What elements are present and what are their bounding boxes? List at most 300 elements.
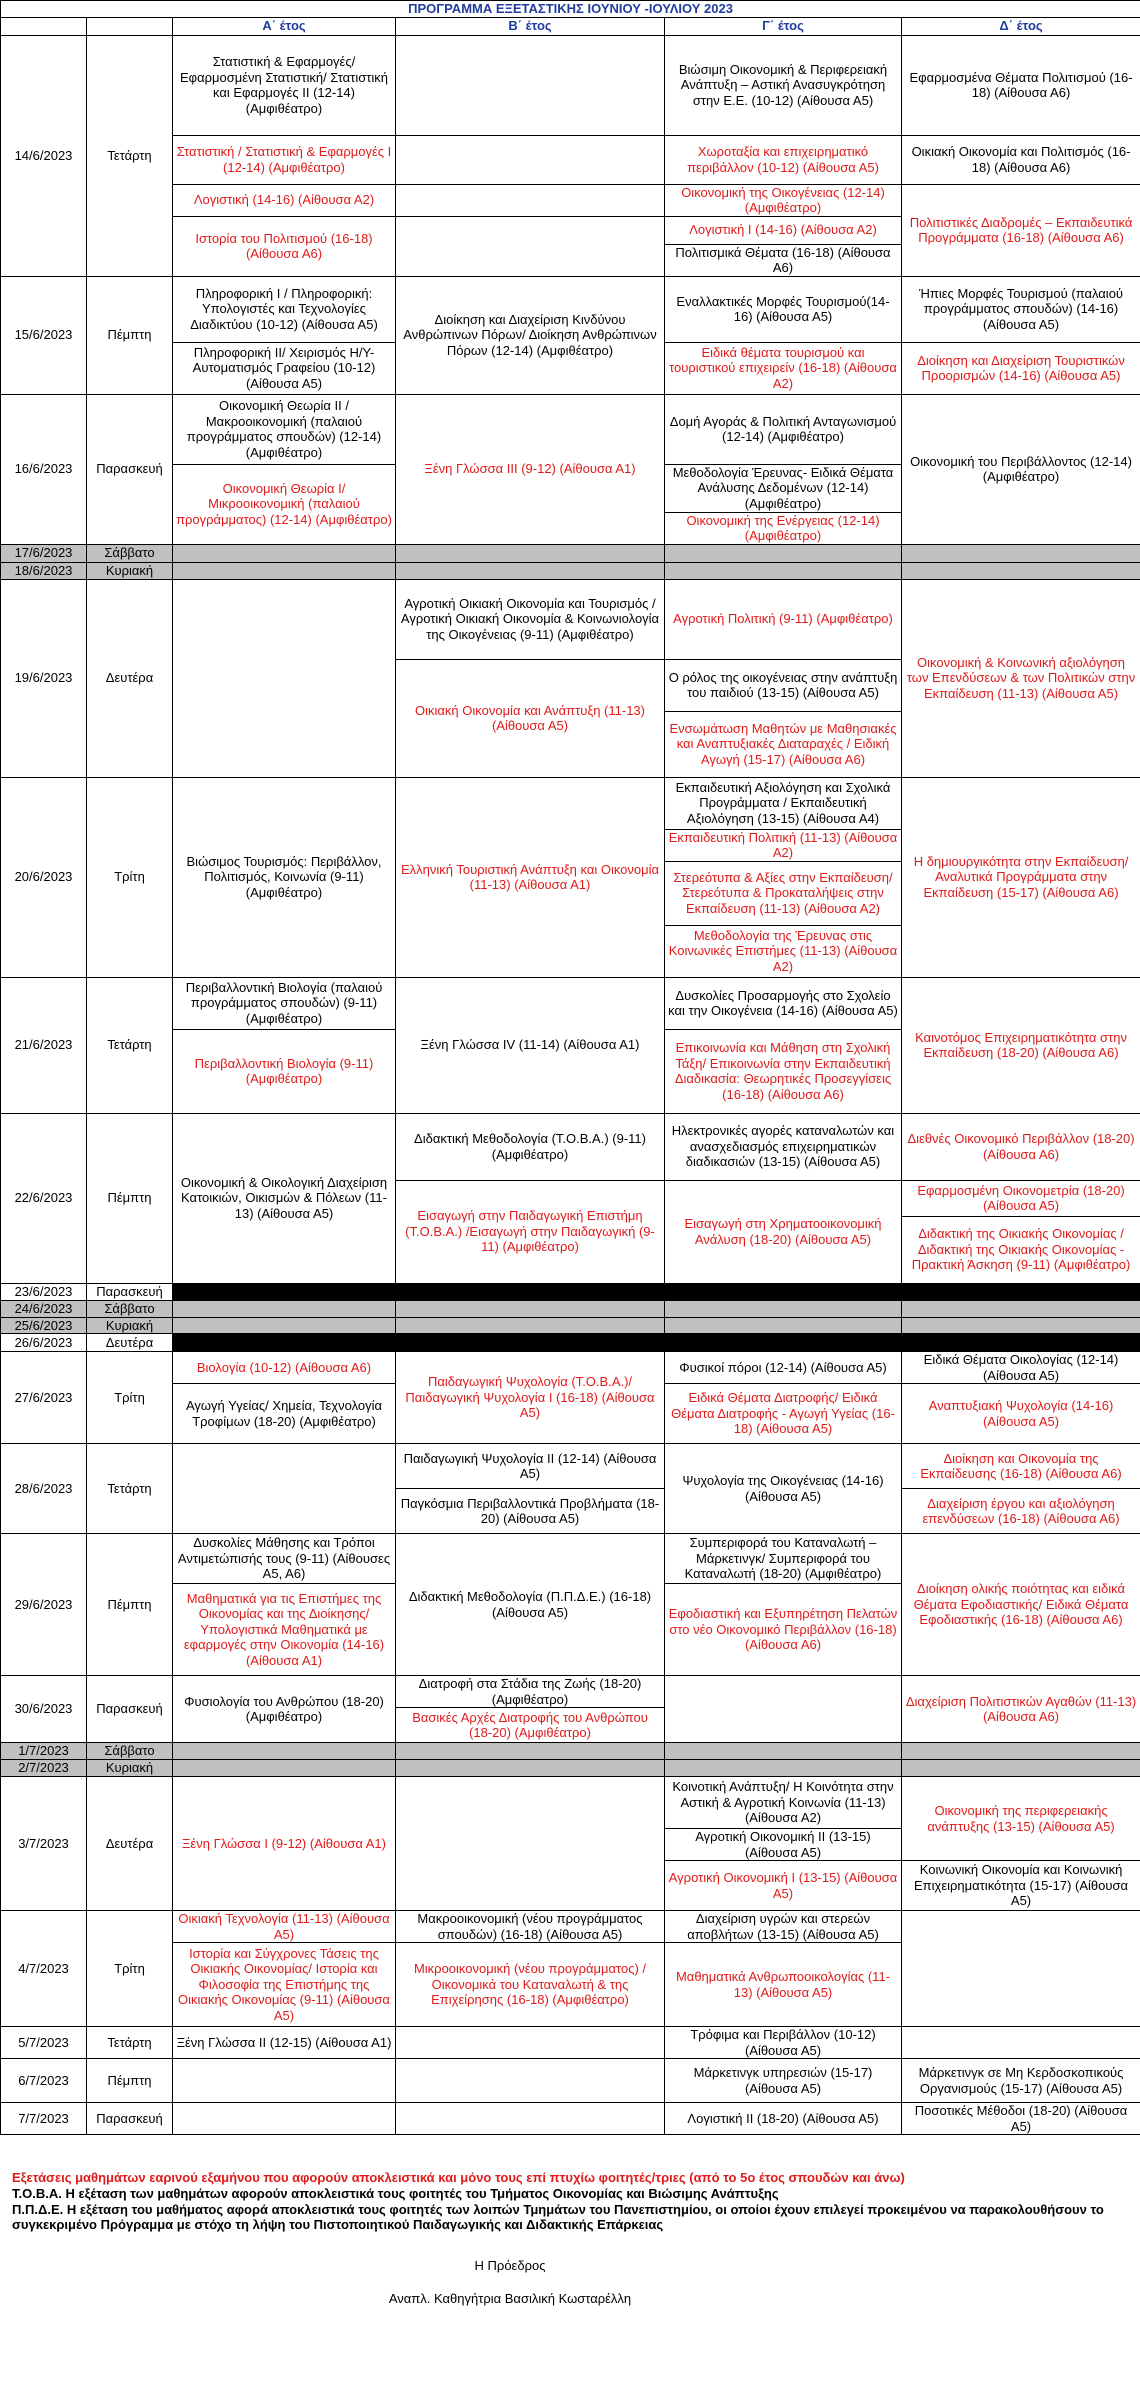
date-cell: 27/6/2023 — [1, 1352, 87, 1444]
exam-cell-year-b — [396, 1911, 665, 1943]
exam-cell-year-d — [902, 1861, 1140, 1911]
exam-cell-year-c — [665, 977, 902, 1029]
exam-course-text: Εφοδιαστική και Εξυπηρέτηση Πελατών στο νέο Οικονομικό Περιβάλλον (16-18) (Αίθουσα Α6) — [668, 1606, 898, 1653]
weekday-cell: Παρασκευή — [87, 2103, 173, 2135]
date-cell: 26/6/2023 — [1, 1334, 87, 1352]
weekday-cell: Τετάρτη — [87, 2027, 173, 2059]
empty-cell — [902, 1743, 1140, 1760]
exam-cell-year-c — [665, 2027, 902, 2059]
exam-cell-year-b — [396, 1444, 665, 1489]
exam-cell-year-a — [173, 1384, 396, 1444]
exam-course-text: Αγροτική Οικονομική Ι (13-15) (Αίθουσα Α5) — [668, 1870, 898, 1901]
no-exam-row — [1, 1334, 1140, 1352]
exam-course-text: Κοινοτική Ανάπτυξη/ Η Κοινότητα στην Αστική & Αγροτική Κοινωνία (11-13) (Αίθουσα Α2) — [672, 1779, 894, 1826]
exam-course-text: Αναπτυξιακή Ψυχολογία (14-16) (Αίθουσα Α5) — [928, 1398, 1114, 1429]
date-cell: 16/6/2023 — [1, 394, 87, 544]
exam-course-text: Μεθοδολογία Έρευνας- Ειδικά Θέματα Ανάλυσης Δεδομένων (12-14) (Αμφιθέατρο) — [672, 464, 894, 511]
exam-cell-year-d — [902, 1216, 1140, 1283]
empty-cell — [173, 1283, 396, 1300]
exam-course-text: Συμπεριφορά του Καταναλωτή – Μάρκετινγκ/ Συμπεριφορά του Καταναλωτή (18-20) (Αμφιθέατρο) — [684, 1535, 882, 1582]
weekday-cell: Σάββατο — [87, 1743, 173, 1760]
exam-cell-year-c — [665, 216, 902, 244]
exam-cell-year-a — [173, 1943, 396, 2027]
exam-cell-year-a — [173, 184, 396, 216]
exam-course-text: Μακροοικονομική (νέου προγράμματος σπουδών) (16-18) (Αίθουσα Α5) — [417, 1911, 643, 1942]
exam-cell-year-d — [902, 1777, 1140, 1861]
exam-row — [1, 579, 1140, 659]
date-cell: 29/6/2023 — [1, 1534, 87, 1676]
empty-cell — [173, 562, 396, 579]
exam-cell-year-c — [665, 35, 902, 135]
exam-cell-year-a — [173, 2059, 396, 2103]
footer-note-graduating: Εξετάσεις μαθημάτων εαρινού εξαμήνου που αφορούν αποκλειστικά και μόνο τους επί πτυχίω φοιτητές/τριες (από το 5ο έτος σπουδών και άνω) — [12, 2170, 905, 2185]
exam-course-text: Διατροφή στα Στάδια της Ζωής (18-20) (Αμφιθέατρο) — [418, 1676, 642, 1707]
exam-cell-year-c — [665, 394, 902, 464]
weekday-cell: Παρασκευή — [87, 394, 173, 544]
exam-course-text: Οικιακή Οικονομία και Ανάπτυξη (11-13) (Αίθουσα Α5) — [415, 702, 645, 733]
exam-course-text: Διαχείριση υγρών και στερεών αποβλήτων (13-15) (Αίθουσα Α5) — [687, 1911, 879, 1942]
exam-cell-year-a — [173, 1534, 396, 1584]
exam-row — [1, 1534, 1140, 1584]
exam-course-text: Στερεότυπα & Αξίες στην Εκπαίδευση/ Στερεότυπα & Προκαταλήψεις στην Εκπαίδευση (11-13) (Αίθουσα Α2) — [673, 869, 893, 916]
exam-cell-year-c — [665, 1384, 902, 1444]
exam-course-text: Δομή Αγοράς & Πολιτική Ανταγωνισμού (12-14) (Αμφιθέατρο) — [669, 413, 897, 444]
weekday-cell: Τρίτη — [87, 1911, 173, 2027]
exam-course-text: Παιδαγωγική Ψυχολογία (Τ.Ο.Β.Α.)/ Παιδαγωγική Ψυχολογία Ι (16-18) (Αίθουσα Α5) — [405, 1374, 655, 1421]
exam-cell-year-c — [665, 1676, 902, 1743]
exam-cell-year-b — [396, 1676, 665, 1708]
date-cell: 17/6/2023 — [1, 544, 87, 562]
empty-cell — [396, 1283, 665, 1300]
exam-cell-year-a — [173, 1911, 396, 1943]
schedule-title: ΠΡΟΓΡΑΜΜΑ ΕΞΕΤΑΣΤΙΚΗΣ ΙΟΥΝΙΟΥ -ΙΟΥΛΙΟΥ 2023 — [1, 1, 1140, 18]
empty-cell — [902, 1317, 1140, 1334]
exam-cell-year-c — [665, 184, 902, 216]
weekend-row — [1, 1317, 1140, 1334]
exam-row — [1, 2103, 1140, 2135]
exam-cell-year-c — [665, 464, 902, 512]
exam-course-text: Εκπαιδευτική Πολιτική (11-13) (Αίθουσα Α2) — [668, 829, 898, 860]
exam-cell-year-d — [902, 1534, 1140, 1676]
weekday-cell: Κυριακή — [87, 562, 173, 579]
exam-course-text: Οικονομική Θεωρία ΙΙ /Μακροοικονομική (παλαιού προγράμματος σπουδών) (12-14) (Αμφιθέατρο) — [186, 398, 382, 460]
date-cell: 20/6/2023 — [1, 777, 87, 977]
exam-course-text: Οικονομική της περιφερειακής ανάπτυξης (13-15) (Αίθουσα Α5) — [927, 1803, 1115, 1834]
header-day — [87, 17, 173, 35]
no-exam-row — [1, 1283, 1140, 1300]
exam-course-text: Αγωγή Υγείας/ Χημεία, Τεχνολογία Τροφίμων (18-20) (Αμφιθέατρο) — [185, 1398, 383, 1429]
weekday-cell: Τρίτη — [87, 1352, 173, 1444]
empty-cell — [902, 1300, 1140, 1317]
exam-course-text: Οικονομική & Οικολογική Διαχείριση Κατοικιών, Οικισμών & Πόλεων (11-13) (Αίθουσα Α5) — [180, 1174, 388, 1221]
empty-cell — [173, 1743, 396, 1760]
weekday-cell: Κυριακή — [87, 1760, 173, 1777]
exam-course-text: Μαθηματικά Ανθρωποοικολογίας (11-13) (Αίθουσα Α5) — [675, 1969, 891, 2000]
exam-cell-year-c — [665, 1911, 902, 1943]
exam-cell-year-c — [665, 829, 902, 861]
header-year-b: Β΄ έτος — [396, 17, 665, 35]
date-cell: 2/7/2023 — [1, 1760, 87, 1777]
exam-cell-year-b — [396, 184, 665, 216]
exam-cell-year-b — [396, 35, 665, 135]
exam-course-text: Πληροφορική ΙΙ/ Χειρισμός Η/Υ-Αυτοματισμός Γραφείου (10-12) (Αίθουσα Α5) — [192, 344, 376, 391]
empty-cell — [665, 1317, 902, 1334]
exam-cell-year-d — [902, 276, 1140, 342]
weekend-row — [1, 1300, 1140, 1317]
weekday-cell: Δευτέρα — [87, 1334, 173, 1352]
empty-cell — [665, 1283, 902, 1300]
exam-cell-year-a — [173, 1444, 396, 1534]
exam-course-text: Διαχείριση Πολιτιστικών Αγαθών (11-13) (Αίθουσα Α6) — [905, 1693, 1137, 1724]
exam-cell-year-b — [396, 276, 665, 394]
exam-cell-year-a — [173, 35, 396, 135]
exam-cell-year-b — [396, 216, 665, 276]
exam-course-text: Οικονομική & Κοινωνική αξιολόγηση των Επενδύσεων & των Πολιτικών στην Εκπαίδευση (11-13) (Αίθουσα Α5) — [906, 654, 1136, 701]
exam-course-text: Διεθνές Οικονομικό Περιβάλλον (18-20) (Αίθουσα Α6) — [907, 1131, 1135, 1162]
weekend-row — [1, 1743, 1140, 1760]
exam-course-text: Μάρκετινγκ υπηρεσιών (15-17) (Αίθουσα Α5) — [693, 2065, 873, 2096]
exam-cell-year-a — [173, 464, 396, 544]
exam-cell-year-c — [665, 711, 902, 777]
exam-cell-year-d — [902, 1113, 1140, 1180]
empty-cell — [396, 1760, 665, 1777]
exam-course-text: Ιστορία και Σύγχρονες Τάσεις της Οικιακής Οικονομίας/ Ιστορία και Φιλοσοφία της Επιστήμης της Οικιακής Οικονομίας (9-11) (Αίθουσα Α5) — [178, 1945, 390, 2023]
exam-cell-year-d — [902, 1384, 1140, 1444]
empty-cell — [665, 544, 902, 562]
weekday-cell: Πέμπτη — [87, 1534, 173, 1676]
exam-cell-year-a — [173, 394, 396, 464]
exam-course-text: Βιώσιμη Οικονομική & Περιφερειακή Ανάπτυξη – Αστική Ανασυγκρότηση στην Ε.Ε. (10-12) (Αίθουσα Α5) — [678, 61, 888, 108]
exam-cell-year-d — [902, 2027, 1140, 2059]
exam-cell-year-c — [665, 861, 902, 925]
exam-cell-year-d — [902, 35, 1140, 135]
exam-cell-year-b — [396, 977, 665, 1113]
header-year-d: Δ΄ έτος — [902, 17, 1140, 35]
exam-course-text: Περιβαλλοντική Βιολογία (παλαιού προγράμματος σπουδών) (9-11) (Αμφιθέατρο) — [185, 979, 383, 1026]
weekday-cell: Πέμπτη — [87, 1113, 173, 1283]
exam-cell-year-a — [173, 1584, 396, 1676]
exam-cell-year-a — [173, 342, 396, 394]
exam-cell-year-d — [902, 1676, 1140, 1743]
weekend-row — [1, 1760, 1140, 1777]
exam-cell-year-d — [902, 1911, 1140, 2027]
footer-note-toba: Τ.Ο.Β.Α. Η εξέταση των μαθημάτων αφορούν αποκλειστικά τους φοιτητές του Τμήματος Οικονομίας και Βιώσιμης Ανάπτυξης — [12, 2186, 779, 2201]
president-name: Αναπλ. Καθηγήτρια Βασιλική Κωσταρέλλη — [388, 2291, 632, 2306]
weekend-row — [1, 544, 1140, 562]
weekend-row — [1, 562, 1140, 579]
header-date — [1, 17, 87, 35]
exam-course-text: Δυσκολίες Προσαρμογής στο Σχολείο και την Οικογένεια (14-16) (Αίθουσα Α5) — [668, 987, 898, 1018]
exam-cell-year-a — [173, 1676, 396, 1743]
exam-cell-year-d — [902, 777, 1140, 977]
exam-cell-year-a — [173, 276, 396, 342]
exam-course-text: Ξένη Γλώσσα ΙΙΙ (9-12) (Αίθουσα Α1) — [424, 461, 636, 477]
empty-cell — [396, 1300, 665, 1317]
exam-course-text: Εκπαιδευτική Αξιολόγηση και Σχολικά Προγράμματα / Εκπαιδευτική Αξιολόγηση (13-15) (Αίθουσα Α4) — [675, 779, 891, 826]
exam-course-text: Διδακτική Μεθοδολογία (Π.Π.Δ.Ε.) (16-18) (Αίθουσα Α5) — [408, 1589, 652, 1620]
exam-course-text: Πολιτιστικές Διαδρομές – Εκπαιδευτικά Προγράμματα (16-18) (Αίθουσα Α6) — [909, 214, 1133, 245]
exam-cell-year-a — [173, 777, 396, 977]
exam-course-text: Ειδικά Θέματα Διατροφής/ Ειδικά Θέματα Διατροφής - Αγωγή Υγείας (16-18) (Αίθουσα Α5) — [671, 1390, 895, 1437]
exam-cell-year-b — [396, 1113, 665, 1180]
exam-cell-year-c — [665, 1113, 902, 1180]
exam-cell-year-c — [665, 276, 902, 342]
exam-cell-year-a — [173, 977, 396, 1029]
exam-cell-year-a — [173, 1777, 396, 1911]
exam-course-text: Ο ρόλος της οικογένειας στην ανάπτυξη του παιδιού (13-15) (Αίθουσα Α5) — [668, 669, 898, 700]
exam-cell-year-b — [396, 1943, 665, 2027]
date-cell: 15/6/2023 — [1, 276, 87, 394]
exam-course-text: Στατιστική & Εφαρμογές/ Εφαρμοσμένη Στατιστική/ Στατιστική και Εφαρμογές ΙΙ (12-14) (Αμφιθέατρο) — [180, 54, 388, 116]
exam-course-text: Ξένη Γλώσσα ΙΙ (12-15) (Αίθουσα Α1) — [176, 2034, 392, 2050]
exam-course-text: Φυσιολογία του Ανθρώπου (18-20) (Αμφιθέατρο) — [184, 1693, 384, 1724]
exam-row — [1, 1676, 1140, 1708]
date-cell: 6/7/2023 — [1, 2059, 87, 2103]
exam-course-text: Στατιστική / Στατιστική & Εφαρμογές Ι (12-14) (Αμφιθέατρο) — [176, 144, 392, 175]
exam-row — [1, 35, 1140, 135]
weekday-cell: Τετάρτη — [87, 1444, 173, 1534]
exam-cell-year-c — [665, 1352, 902, 1384]
exam-cell-year-b — [396, 659, 665, 777]
exam-cell-year-d — [902, 579, 1140, 777]
exam-cell-year-c — [665, 2059, 902, 2103]
weekday-cell: Δευτέρα — [87, 1777, 173, 1911]
president-label: Η Πρόεδρος — [474, 2258, 546, 2273]
exam-cell-year-a — [173, 1352, 396, 1384]
exam-cell-year-b — [396, 1708, 665, 1743]
exam-cell-year-c — [665, 512, 902, 544]
exam-cell-year-d — [902, 184, 1140, 276]
date-cell: 30/6/2023 — [1, 1676, 87, 1743]
exam-cell-year-d — [902, 342, 1140, 394]
exam-course-text: Ιστορία του Πολιτισμού (16-18) (Αίθουσα Α6) — [195, 230, 373, 261]
exam-cell-year-c — [665, 1777, 902, 1829]
header-row — [1, 17, 1140, 35]
exam-course-text: Καινοτόμος Επιχειρηματικότητα στην Εκπαίδευση (18-20) (Αίθουσα Α6) — [915, 1029, 1127, 1060]
weekday-cell: Πέμπτη — [87, 2059, 173, 2103]
empty-cell — [902, 1334, 1140, 1352]
exam-cell-year-a — [173, 579, 396, 777]
empty-cell — [173, 1300, 396, 1317]
exam-course-text: Ειδικά Θέματα Οικολογίας (12-14) (Αίθουσα Α5) — [923, 1352, 1119, 1383]
date-cell: 23/6/2023 — [1, 1283, 87, 1300]
exam-course-text: Ειδικά θέματα τουρισμού και τουριστικού επιχειρείν (16-18) (Αίθουσα Α2) — [669, 344, 897, 391]
exam-course-text: Εισαγωγή στην Παιδαγωγική Επιστήμη (Τ.Ο.Β.Α.) /Εισαγωγή στην Παιδαγωγική (9-11) (Αμφιθέατρο) — [405, 1208, 655, 1255]
exam-row — [1, 2059, 1140, 2103]
exam-course-text: Τρόφιμα και Περιβάλλον (10-12) (Αίθουσα Α5) — [690, 2027, 876, 2058]
exam-course-text: Βασικές Αρχές Διατροφής του Ανθρώπου (18-20) (Αμφιθέατρο) — [412, 1709, 648, 1740]
exam-course-text: Οικονομική του Περιβάλλοντος (12-14) (Αμφιθέατρο) — [910, 453, 1132, 484]
date-cell: 1/7/2023 — [1, 1743, 87, 1760]
exam-cell-year-c — [665, 925, 902, 977]
exam-cell-year-c — [665, 342, 902, 394]
empty-cell — [173, 544, 396, 562]
exam-course-text: Διοίκηση και Διαχείριση Κινδύνου Ανθρώπινων Πόρων/ Διοίκηση Ανθρώπινων Πόρων (12-14) (Αμφιθέατρο) — [403, 311, 657, 358]
exam-cell-year-c — [665, 2103, 902, 2135]
exam-cell-year-b — [396, 1534, 665, 1676]
exam-cell-year-a — [173, 1113, 396, 1283]
exam-cell-year-b — [396, 1352, 665, 1444]
empty-cell — [396, 544, 665, 562]
exam-cell-year-c — [665, 1829, 902, 1861]
date-cell: 7/7/2023 — [1, 2103, 87, 2135]
empty-cell — [665, 1334, 902, 1352]
exam-course-text: Βιώσιμος Τουρισμός: Περιβάλλον, Πολιτισμός, Κοινωνία (9-11) (Αμφιθέατρο) — [186, 853, 382, 900]
exam-cell-year-b — [396, 1777, 665, 1911]
empty-cell — [396, 1334, 665, 1352]
exam-course-text: Παιδαγωγική Ψυχολογία ΙΙ (12-14) (Αίθουσα Α5) — [403, 1450, 657, 1481]
exam-course-text: Δυσκολίες Μάθησης και Τρόποι Αντιμετώπισής τους (9-11) (Αίθουσες Α5, Α6) — [177, 1535, 391, 1582]
exam-cell-year-b — [396, 1180, 665, 1283]
exam-course-text: Διδακτική Μεθοδολογία (Τ.Ο.Β.Α.) (9-11) (Αμφιθέατρο) — [414, 1131, 646, 1162]
exam-course-text: Ενσωμάτωση Μαθητών με Μαθησιακές και Αναπτυξιακές Διαταραχές / Ειδική Αγωγή (15-17) (Αίθουσα Α6) — [669, 720, 897, 767]
exam-course-text: Λογιστική ΙΙ (18-20) (Αίθουσα Α5) — [687, 2110, 879, 2126]
exam-course-text: Περιβαλλοντική Βιολογία (9-11) (Αμφιθέατρο) — [194, 1055, 374, 1086]
empty-cell — [173, 1760, 396, 1777]
empty-cell — [396, 1317, 665, 1334]
empty-cell — [665, 1743, 902, 1760]
exam-course-text: Ξένη Γλώσσα Ι (9-12) (Αίθουσα Α1) — [181, 1835, 386, 1851]
empty-cell — [902, 1760, 1140, 1777]
exam-cell-year-c — [665, 1943, 902, 2027]
exam-course-text: Μάρκετινγκ σε Μη Κερδοσκοπικούς Οργανισμούς (15-17) (Αίθουσα Α5) — [918, 2065, 1124, 2096]
exam-row — [1, 276, 1140, 342]
exam-course-text: Ηλεκτρονικές αγορές καταναλωτών και ανασχεδιασμός επιχειρηματικών διαδικασιών (13-15) (Αίθουσα Α5) — [671, 1123, 895, 1170]
exam-course-text: Οικιακή Οικονομία και Πολιτισμός (16-18) (Αίθουσα Α6) — [911, 144, 1131, 175]
weekday-cell: Σάββατο — [87, 1300, 173, 1317]
exam-course-text: Πολιτισμικά Θέματα (16-18) (Αίθουσα Α6) — [675, 244, 891, 275]
exam-course-text: Εισαγωγή στη Χρηματοοικονομική Ανάλυση (18-20) (Αίθουσα Α5) — [684, 1216, 882, 1247]
exam-row — [1, 1911, 1140, 1943]
date-cell: 4/7/2023 — [1, 1911, 87, 2027]
empty-cell — [665, 1760, 902, 1777]
exam-cell-year-c — [665, 244, 902, 276]
exam-cell-year-d — [902, 1489, 1140, 1534]
exam-course-text: Βιολογία (10-12) (Αίθουσα Α6) — [196, 1359, 372, 1375]
exam-cell-year-d — [902, 394, 1140, 544]
empty-cell — [902, 544, 1140, 562]
exam-course-text: Διδακτική της Οικιακής Οικονομίας / Διδακτική της Οικιακής Οικονομίας - Πρακτική Άσκηση (9-11) (Αμφιθέατρο) — [911, 1226, 1131, 1273]
weekday-cell: Τετάρτη — [87, 35, 173, 276]
exam-course-text: Οικονομική της Ενέργειας (12-14) (Αμφιθέατρο) — [686, 512, 880, 543]
exam-cell-year-a — [173, 135, 396, 184]
date-cell: 3/7/2023 — [1, 1777, 87, 1911]
empty-cell — [396, 562, 665, 579]
exam-cell-year-b — [396, 135, 665, 184]
exam-course-text: Ήπιες Μορφές Τουρισμού (παλαιού προγράμματος σπουδών) (14-16) (Αίθουσα Α5) — [919, 285, 1124, 332]
exam-course-text: Πληροφορική Ι / Πληροφορική: Υπολογιστές και Τεχνολογίες Διαδικτύου (10-12) (Αίθουσα Α5) — [190, 285, 378, 332]
exam-course-text: Κοινωνική Οικονομία και Κοινωνική Επιχειρηματικότητα (15-17) (Αίθουσα Α5) — [914, 1862, 1129, 1909]
date-cell: 18/6/2023 — [1, 562, 87, 579]
exam-row — [1, 1777, 1140, 1829]
exam-cell-year-a — [173, 2027, 396, 2059]
date-cell: 24/6/2023 — [1, 1300, 87, 1317]
exam-course-text: Λογιστική Ι (14-16) (Αίθουσα Α2) — [689, 222, 877, 238]
exam-course-text: Λογιστική (14-16) (Αίθουσα Α2) — [193, 192, 375, 208]
weekday-cell: Παρασκευή — [87, 1283, 173, 1300]
exam-course-text: Διοίκηση ολικής ποιότητας και ειδικά Θέματα Εφοδιαστικής/ Ειδικά Θέματα Εφοδιαστικής (16-18) (Αίθουσα Α6) — [913, 1581, 1129, 1628]
exam-course-text: Αγροτική Οικιακή Οικονομία και Τουρισμός / Αγροτική Οικιακή Οικονομία & Κοινωνιολογία της Οικογένειας (9-11) (Αμφιθέατρο) — [400, 595, 660, 642]
exam-cell-year-a — [173, 216, 396, 276]
exam-cell-year-c — [665, 135, 902, 184]
exam-course-text: Μικροοικονομική (νέου προγράμματος) / Οικονομικά του Καταναλωτή & της Επιχείρησης (16-18) (Αμφιθέατρο) — [413, 1961, 647, 2008]
exam-cell-year-d — [902, 135, 1140, 184]
footer-note-ppde: Π.Π.Δ.Ε. Η εξέταση του μαθήματος αφορά αποκλειστικά τους φοιτητές των λοιπών Τμημάτων του Πανεπιστημίου, οι οποίοι έχουν επιλεγεί προκειμένου να παρακολουθήσουν το συγκεκριμένο Πρόγραμμα με στόχο τη λήψη του Πιστοποιητικού Παιδαγωγικής και Διδακτικής Επάρκειας — [12, 2202, 1104, 2232]
exam-cell-year-a — [173, 1029, 396, 1113]
date-cell: 19/6/2023 — [1, 579, 87, 777]
exam-cell-year-d — [902, 977, 1140, 1113]
exam-cell-year-c — [665, 1444, 902, 1534]
weekday-cell: Σάββατο — [87, 544, 173, 562]
exam-course-text: Ελληνική Τουριστική Ανάπτυξη και Οικονομία (11-13) (Αίθουσα Α1) — [400, 861, 660, 892]
exam-cell-year-b — [396, 579, 665, 659]
empty-cell — [902, 562, 1140, 579]
exam-cell-year-c — [665, 1584, 902, 1676]
weekday-cell: Δευτέρα — [87, 579, 173, 777]
exam-cell-year-c — [665, 1534, 902, 1584]
empty-cell — [665, 562, 902, 579]
exam-cell-year-c — [665, 1861, 902, 1911]
exam-row — [1, 777, 1140, 829]
exam-row — [1, 1444, 1140, 1489]
date-cell: 21/6/2023 — [1, 977, 87, 1113]
exam-course-text: Φυσικοί πόροι (12-14) (Αίθουσα Α5) — [679, 1359, 887, 1375]
empty-cell — [665, 1300, 902, 1317]
header-year-a: Α΄ έτος — [173, 17, 396, 35]
exam-row — [1, 1113, 1140, 1180]
exam-course-text: Μεθοδολογία της Έρευνας στις Κοινωνικές Επιστήμες (11-13) (Αίθουσα Α2) — [668, 927, 898, 974]
exam-cell-year-d — [902, 1444, 1140, 1489]
exam-course-text: Παγκόσμια Περιβαλλοντικά Προβλήματα (18-20) (Αίθουσα Α5) — [400, 1495, 660, 1526]
exam-row — [1, 394, 1140, 464]
exam-row — [1, 977, 1140, 1029]
empty-cell — [902, 1283, 1140, 1300]
exam-course-text: Εφαρμοσμένη Οικονομετρία (18-20) (Αίθουσα Α5) — [917, 1182, 1125, 1213]
weekday-cell: Τρίτη — [87, 777, 173, 977]
exam-cell-year-c — [665, 659, 902, 711]
date-cell: 5/7/2023 — [1, 2027, 87, 2059]
exam-cell-year-c — [665, 579, 902, 659]
exam-course-text: Εφαρμοσμένα Θέματα Πολιτισμού (16-18) (Αίθουσα Α6) — [909, 69, 1133, 100]
exam-course-text: Οικονομική Θεωρία Ι/ Μικροοικονομική (παλαιού προγράμματος) (12-14) (Αμφιθέατρο) — [176, 480, 392, 527]
empty-cell — [173, 1317, 396, 1334]
exam-course-text: Ξένη Γλώσσα ΙV (11-14) (Αίθουσα Α1) — [420, 1037, 640, 1053]
date-cell: 14/6/2023 — [1, 35, 87, 276]
exam-row — [1, 1352, 1140, 1384]
exam-cell-year-d — [902, 1352, 1140, 1384]
exam-cell-year-b — [396, 394, 665, 544]
exam-course-text: Αγροτική Οικονομική ΙΙ (13-15) (Αίθουσα Α5) — [695, 1829, 871, 1860]
exam-cell-year-c — [665, 1180, 902, 1283]
exam-cell-year-b — [396, 2059, 665, 2103]
exam-row — [1, 2027, 1140, 2059]
exam-cell-year-d — [902, 2059, 1140, 2103]
exam-cell-year-d — [902, 2103, 1140, 2135]
date-cell: 22/6/2023 — [1, 1113, 87, 1283]
exam-course-text: Οικονομική της Οικογένειας (12-14) (Αμφιθέατρο) — [681, 184, 885, 215]
exam-course-text: Ποσοτικές Μέθοδοι (18-20) (Αίθουσα Α5) — [914, 2103, 1128, 2134]
exam-course-text: Μαθηματικά για τις Επιστήμες της Οικονομίας και της Διοίκησης/ Υπολογιστικά Μαθηματικά με εφαρμογές στην Οικονομία (14-16) (Αίθουσα Α1) — [183, 1590, 385, 1668]
exam-cell-year-a — [173, 2103, 396, 2135]
weekday-cell: Παρασκευή — [87, 1676, 173, 1743]
exam-course-text: Χωροταξία και επιχειρηματικό περιβάλλον (10-12) (Αίθουσα Α5) — [687, 144, 879, 175]
exam-course-text: Διοίκηση και Οικονομία της Εκπαίδευσης (16-18) (Αίθουσα Α6) — [920, 1450, 1122, 1481]
exam-course-text: Διαχείριση έργου και αξιολόγηση επενδύσεων (16-18) (Αίθουσα Α6) — [922, 1495, 1120, 1526]
exam-cell-year-d — [902, 1180, 1140, 1216]
exam-course-text: Εναλλακτικές Μορφές Τουρισμού(14-16) (Αίθουσα Α5) — [676, 293, 890, 324]
weekday-cell: Κυριακή — [87, 1317, 173, 1334]
exam-course-text: Οικιακή Τεχνολογία (11-13) (Αίθουσα Α5) — [178, 1911, 390, 1942]
